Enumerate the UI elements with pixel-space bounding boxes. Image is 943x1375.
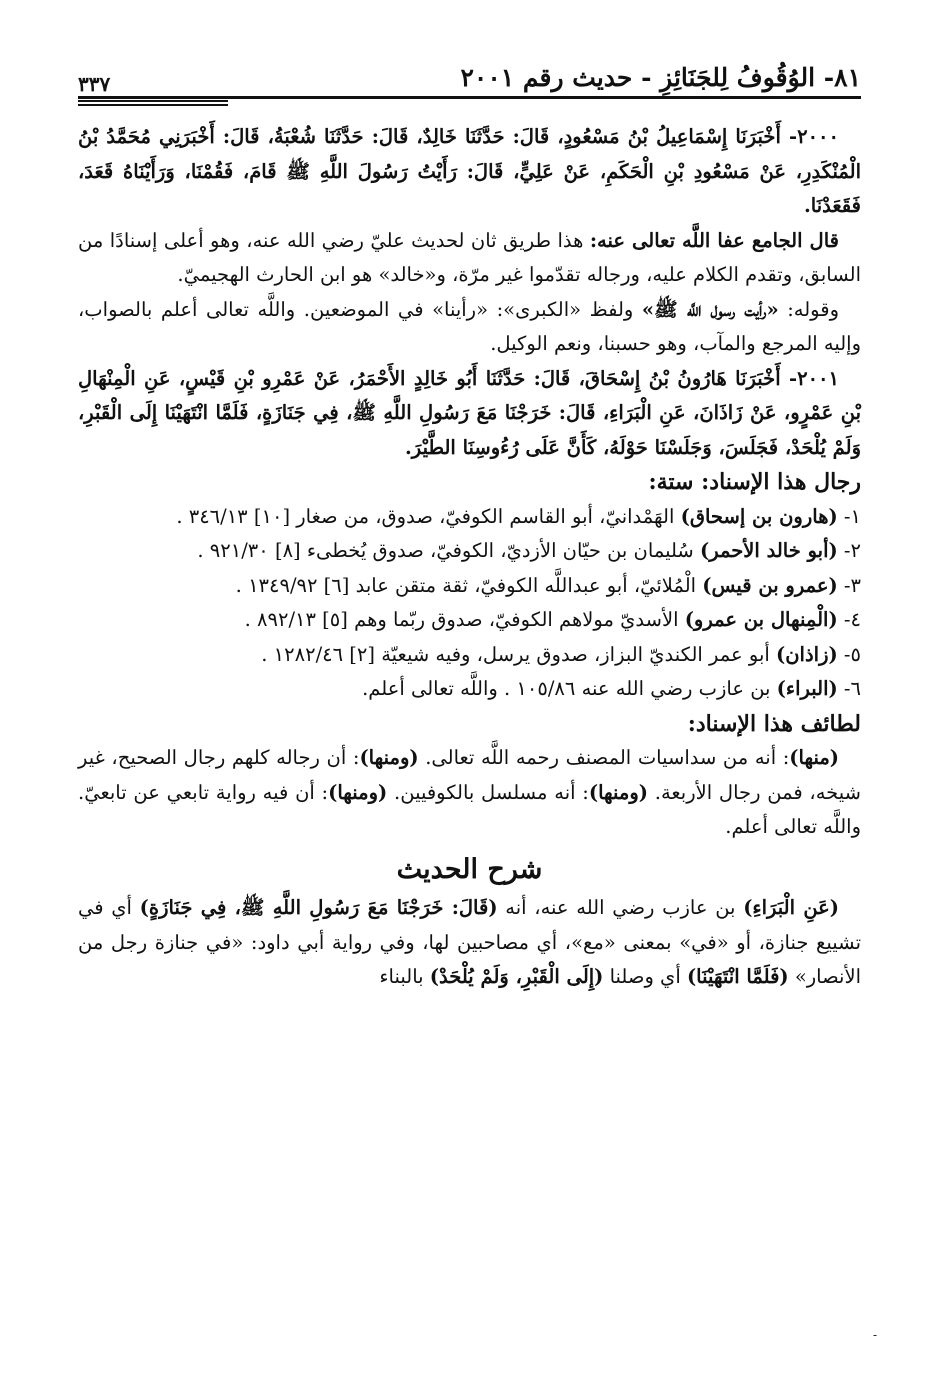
chapter-title: ٨١- الوُقُوفُ لِلجَنَائِزِ - حديث رقم ٢٠٠١ (460, 63, 861, 92)
rijal-heading: رجال هذا الإسناد: ستة: (648, 469, 861, 495)
sharh-title: شرح الحديث (396, 853, 543, 885)
book-page (78, 58, 861, 1355)
comment-lead: قال الجامع عفا اللَّه تعالى عنه: (589, 228, 839, 252)
hadith-2001: ٢٠٠١- أَخْبَرَنَا هَارُونُ بْنُ إِسْحَاقَ، قَالَ: حَدَّثَنَا أَبُو خَالِدٍ الأَحْمَرُ، عَنْ عَمْرِو بْنِ قَيْسٍ، عَنِ الْمِنْهَالِ بْنِ عَمْرٍو، عَنْ زَاذَانَ، عَنِ الْبَرَاءِ، قَالَ: خَرَجْنَا مَعَ رَسُولِ اللَّهِ ﷺ، فِي جَنَازَةٍ، فَلَمَّا انْتَهَيْنَا إِلَى الْقَبْرِ، وَلَمْ يُلْحَدْ، فَجَلَسَ، وَجَلَسْنَا حَوْلَهُ، كَأَنَّ عَلَى رُءُوسِنَا الطَّيْرَ. (78, 366, 861, 459)
sharh-paragraph: (عَنِ الْبَرَاءِ) بن عازب رضي الله عنه، أنه (قَالَ: خَرَجْنَا مَعَ رَسُولِ اللَّهِ ﷺ، فِي جَنَازَةٍ) أي في تشييع جنازة، أو «في» بمعنى «مع»، أي مصاحبين لها، وفي رواية أبي داود: «في جنازة رجل من الأنصار» (فَلَمَّا انْتَهَيْنَا) أي وصلنا (إِلَى الْقَبْرِ، وَلَمْ يُلْحَدْ) بالبناء (78, 896, 861, 988)
header-rule (78, 96, 861, 106)
narrator-item: ٣- (عمرو بن قيس) الْمُلائيّ، أبو عبداللَّه الكوفيّ، ثقة متقن عابد [٦] ١٣٤٩/٩٢ . (235, 573, 861, 597)
comment-paragraph-2 (78, 293, 861, 362)
narrator-item: ٥- (زاذان) أبو عمر الكنديّ البزاز، صدوق يرسل، وفيه شيعيّة [٢] ١٢٨٢/٤٦ . (261, 642, 861, 666)
comment-post: ولفظ «الكبرى»: «رأينا» في الموضعين. واللَّه تعالى أعلم بالصواب، وإليه المرجع والمآب، وهو حسبنا، ونعم الوكيل. (78, 297, 861, 355)
page-number: ٣٣٧ (78, 72, 111, 96)
narrator-item: ٢- (أبو خالد الأحمر) سُليمان بن حيّان الأزديّ، الكوفيّ، صدوق يُخطىء [٨] ٩٢١/٣٠ . (197, 539, 861, 562)
hadith-2000: ٢٠٠٠- أَخْبَرَنَا إِسْمَاعِيلُ بْنُ مَسْعُودٍ، قَالَ: حَدَّثَنَا خَالِدٌ، قَالَ: حَدَّثَنَا شُعْبَةُ، قَالَ: أَخْبَرَنِي مُحَمَّدُ بْنُ الْمُنْكَدِرِ، عَنْ مَسْعُودِ بْنِ الْحَكَمِ، عَنْ عَلِيٍّ، قَالَ: رَأَيْتُ رَسُولَ اللَّهِ ﷺ قَامَ، فَقُمْنَا، وَرَأَيْنَاهُ قَعَدَ، فَقَعَدْنَا. (78, 125, 861, 217)
comment-pre: وقوله: (778, 297, 839, 321)
narrator-item: ٦- (البراء) بن عازب رضي الله عنه ١٠٥/٨٦ . واللَّه تعالى أعلم. (362, 677, 861, 700)
comment-paragraph-1 (78, 224, 861, 293)
lataif-paragraph: (منها): أنه من سداسيات المصنف رحمه اللَّه تعالى. (ومنها): أن رجاله كلهم رجال الصحيح، غير شيخه، فمن رجال الأربعة. (ومنها): أنه مسلسل بالكوفيين. (ومنها): أن فيه رواية تابعي عن تابعيّ. واللَّه تعالى أعلم. (78, 746, 861, 838)
comment-text: هذا طريق ثان لحديث عليّ رضي الله عنه، وهو أعلى إسنادًا من السابق، وتقدم الكلام عليه، ورجاله تقدّموا غير مرّة، و«خالد» هو ابن الحارث الهجيميّ. (78, 228, 861, 286)
narrator-item: ١- (هارون بن إسحاق) الهَمْدانيّ، أبو القاسم الكوفيّ، صدوق، من صغار [١٠] ٣٤٦/١٣ . (176, 504, 861, 528)
narrator-list (78, 500, 861, 707)
lataif-heading: لطائف هذا الإسناد: (687, 710, 861, 737)
page-header (78, 58, 861, 96)
page-content (78, 120, 861, 995)
comment-quote: «رأيت رسول اللَّه ﷺ» (641, 297, 779, 321)
narrator-item: ٤- (الْمِنهال بن عمرو) الأسديّ مولاهم الكوفيّ، صدوق ربّما وهم [٥] ٨٩٢/١٣ . (244, 608, 861, 631)
footer-mark: - (873, 1328, 878, 1342)
